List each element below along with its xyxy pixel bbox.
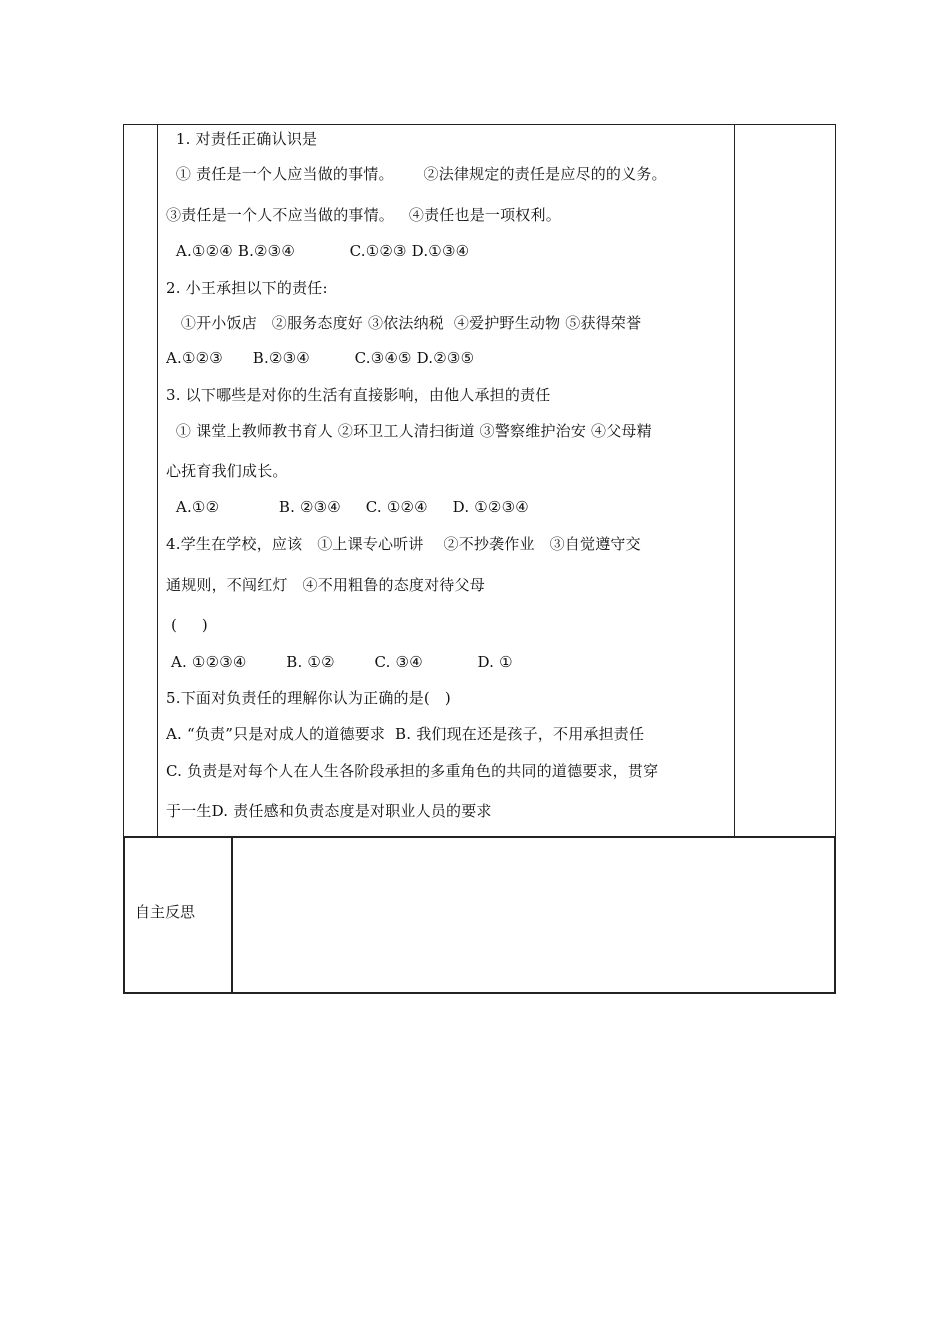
q1-options-line-1: ① 责任是一个人应当做的事情。 ②法律规定的责任是应尽的的义务。	[166, 165, 667, 183]
q3-stem: 3. 以下哪些是对你的生活有直接影响，由他人承担的责任	[166, 386, 551, 404]
q4-stem-line-2: 通规则，不闯红灯 ④不用粗鲁的态度对待父母	[166, 576, 485, 594]
q5-option-c-d: 于一生D. 责任感和负责态度是对职业人员的要求	[166, 802, 492, 820]
q4-answers: A. ①②③④ B. ①② C. ③④ D. ①	[166, 653, 513, 671]
q2-options: ①开小饭店 ②服务态度好 ③依法纳税 ④爱护野生动物 ⑤获得荣誉	[166, 314, 642, 332]
q2-answers: A.①②③ B.②③④ C.③④⑤ D.②③⑤	[166, 349, 475, 367]
q1-stem: 1. 对责任正确认识是	[166, 130, 318, 148]
q4-blank: ( )	[166, 616, 208, 634]
q3-options-line-1: ① 课堂上教师教书育人 ②环卫工人清扫街道 ③警察维护治安 ④父母精	[166, 422, 652, 440]
q3-options-line-2: 心抚育我们成长。	[166, 462, 288, 480]
q4-stem-line-1: 4.学生在学校，应该 ①上课专心听讲 ②不抄袭作业 ③自觉遵守交	[166, 535, 641, 553]
reflection-label: 自主反思	[135, 903, 196, 921]
q1-answers: A.①②④ B.②③④ C.①②③ D.①③④	[166, 242, 470, 260]
q5-option-a-b: A. “负责”只是对成人的道德要求 B. 我们现在还是孩子，不用承担责任	[166, 725, 645, 743]
q5-option-c: C. 负责是对每个人在人生各阶段承担的多重角色的共同的道德要求，贯穿	[166, 762, 659, 780]
q3-answers: A.①② B. ②③④ C. ①②④ D. ①②③④	[166, 498, 529, 516]
q5-stem: 5.下面对负责任的理解你认为正确的是( )	[166, 689, 451, 707]
q1-options-line-2: ③责任是一个人不应当做的事情。 ④责任也是一项权利。	[166, 206, 561, 224]
table-right-divider	[734, 124, 735, 837]
table-left-divider	[157, 124, 158, 837]
reflection-divider	[231, 836, 233, 994]
reflection-answer-area[interactable]	[234, 839, 833, 991]
q2-stem: 2. 小王承担以下的责任:	[166, 279, 328, 297]
